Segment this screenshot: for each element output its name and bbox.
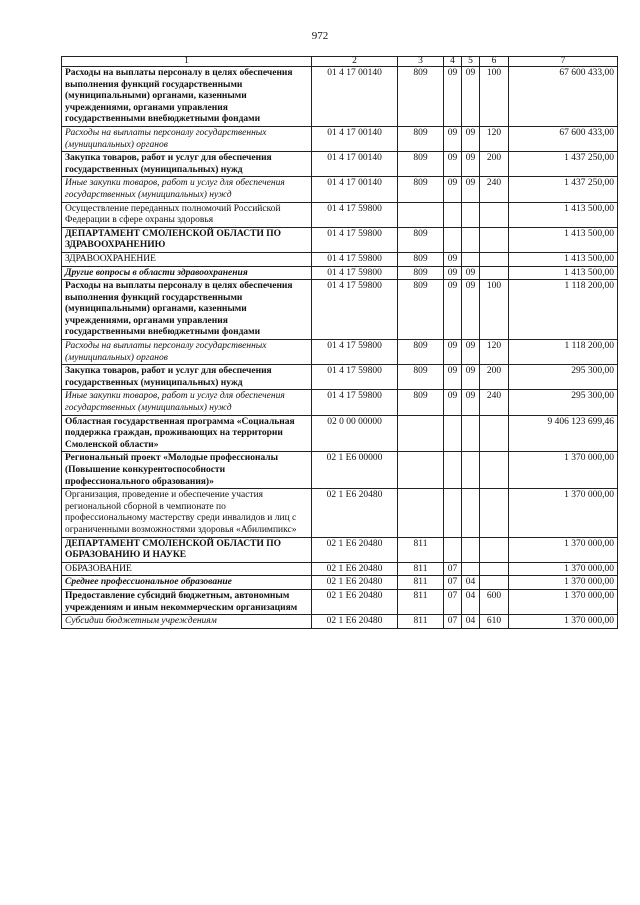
header-col-2: 2 xyxy=(312,57,398,67)
budget-table xyxy=(61,56,618,629)
section-code-cell xyxy=(444,537,462,562)
expense-type-code-cell xyxy=(480,537,509,562)
target-article-code-cell: 02 1 E6 20480 xyxy=(312,589,398,614)
amount-cell: 1 370 000,00 xyxy=(509,452,618,489)
amount-cell: 1 437 250,00 xyxy=(509,152,618,177)
target-article-code-cell: 02 1 E6 20480 xyxy=(312,615,398,629)
department-code-cell: 809 xyxy=(398,152,444,177)
table-row xyxy=(62,340,618,365)
expense-name-cell: Субсидии бюджетным учреждениям xyxy=(62,615,312,629)
department-code-cell: 809 xyxy=(398,280,444,340)
expense-name-cell: Другие вопросы в области здравоохранения xyxy=(62,266,312,280)
subsection-code-cell: 09 xyxy=(462,266,480,280)
table-row xyxy=(62,365,618,390)
department-code-cell: 811 xyxy=(398,537,444,562)
section-code-cell: 09 xyxy=(444,252,462,266)
amount-cell: 1 413 500,00 xyxy=(509,202,618,227)
subsection-code-cell xyxy=(462,562,480,576)
table-header-row xyxy=(62,57,618,67)
expense-name-cell: Закупка товаров, работ и услуг для обеспечения государственных (муниципальных) нужд xyxy=(62,152,312,177)
target-article-code-cell: 01 4 17 59800 xyxy=(312,365,398,390)
amount-cell: 67 600 433,00 xyxy=(509,126,618,151)
amount-cell: 1 370 000,00 xyxy=(509,615,618,629)
table-row xyxy=(62,576,618,590)
department-code-cell xyxy=(398,202,444,227)
expense-name-cell: Иные закупки товаров, работ и услуг для обеспечения государственных (муниципальных) нужд xyxy=(62,390,312,415)
table-row xyxy=(62,252,618,266)
expense-type-code-cell xyxy=(480,562,509,576)
expense-type-code-cell xyxy=(480,202,509,227)
amount-cell: 1 370 000,00 xyxy=(509,537,618,562)
subsection-code-cell: 09 xyxy=(462,390,480,415)
target-article-code-cell: 02 1 E6 00000 xyxy=(312,452,398,489)
subsection-code-cell: 09 xyxy=(462,126,480,151)
expense-type-code-cell: 100 xyxy=(480,280,509,340)
amount-cell: 1 370 000,00 xyxy=(509,589,618,614)
section-code-cell: 09 xyxy=(444,177,462,202)
section-code-cell: 07 xyxy=(444,615,462,629)
subsection-code-cell: 09 xyxy=(462,67,480,127)
subsection-code-cell: 09 xyxy=(462,177,480,202)
department-code-cell: 809 xyxy=(398,252,444,266)
table-row xyxy=(62,390,618,415)
section-code-cell: 07 xyxy=(444,589,462,614)
table-row xyxy=(62,67,618,127)
table-row xyxy=(62,589,618,614)
expense-name-cell: Осуществление переданных полномочий Российской Федерации в сфере охраны здоровья xyxy=(62,202,312,227)
amount-cell: 1 370 000,00 xyxy=(509,562,618,576)
subsection-code-cell xyxy=(462,415,480,452)
section-code-cell: 09 xyxy=(444,340,462,365)
subsection-code-cell xyxy=(462,202,480,227)
amount-cell: 1 413 500,00 xyxy=(509,266,618,280)
header-col-4: 4 xyxy=(444,57,462,67)
table-row xyxy=(62,227,618,252)
table-row xyxy=(62,266,618,280)
expense-name-cell: Расходы на выплаты персоналу в целях обеспечения выполнения функций государственными (муниципальными) органами, казенными учреждениями, органами управления государственными внебюджетными фондами xyxy=(62,280,312,340)
target-article-code-cell: 01 4 17 59800 xyxy=(312,390,398,415)
target-article-code-cell: 01 4 17 00140 xyxy=(312,67,398,127)
target-article-code-cell: 02 1 E6 20480 xyxy=(312,537,398,562)
department-code-cell: 811 xyxy=(398,589,444,614)
header-col-6: 6 xyxy=(480,57,509,67)
target-article-code-cell: 01 4 17 59800 xyxy=(312,202,398,227)
target-article-code-cell: 02 0 00 00000 xyxy=(312,415,398,452)
department-code-cell xyxy=(398,452,444,489)
section-code-cell: 09 xyxy=(444,390,462,415)
expense-name-cell: Предоставление субсидий бюджетным, автономным учреждениям и иным некоммерческим организациям xyxy=(62,589,312,614)
table-row xyxy=(62,280,618,340)
department-code-cell xyxy=(398,415,444,452)
expense-name-cell: ЗДРАВООХРАНЕНИЕ xyxy=(62,252,312,266)
target-article-code-cell: 02 1 E6 20480 xyxy=(312,489,398,537)
department-code-cell: 809 xyxy=(398,390,444,415)
amount-cell: 67 600 433,00 xyxy=(509,67,618,127)
expense-type-code-cell xyxy=(480,576,509,590)
table-row xyxy=(62,562,618,576)
expense-name-cell: Организация, проведение и обеспечение участия региональной сборной в чемпионате по профессиональному мастерству среди инвалидов и лиц с ограниченными возможностями здоровья «Абилимпикс» xyxy=(62,489,312,537)
subsection-code-cell: 09 xyxy=(462,152,480,177)
department-code-cell: 809 xyxy=(398,227,444,252)
table-row xyxy=(62,177,618,202)
expense-type-code-cell: 200 xyxy=(480,152,509,177)
subsection-code-cell xyxy=(462,252,480,266)
amount-cell: 1 370 000,00 xyxy=(509,489,618,537)
expense-name-cell: ДЕПАРТАМЕНТ СМОЛЕНСКОЙ ОБЛАСТИ ПО ЗДРАВООХРАНЕНИЮ xyxy=(62,227,312,252)
expense-type-code-cell xyxy=(480,415,509,452)
subsection-code-cell xyxy=(462,489,480,537)
department-code-cell: 811 xyxy=(398,562,444,576)
table-row xyxy=(62,415,618,452)
subsection-code-cell: 09 xyxy=(462,280,480,340)
section-code-cell xyxy=(444,202,462,227)
table-row xyxy=(62,452,618,489)
section-code-cell: 09 xyxy=(444,266,462,280)
header-col-7: 7 xyxy=(509,57,618,67)
target-article-code-cell: 01 4 17 59800 xyxy=(312,280,398,340)
subsection-code-cell xyxy=(462,452,480,489)
expense-type-code-cell: 240 xyxy=(480,177,509,202)
amount-cell: 1 118 200,00 xyxy=(509,280,618,340)
expense-name-cell: Расходы на выплаты персоналу в целях обеспечения выполнения функций государственными (муниципальными) органами, казенными учреждениями, органами управления государственными внебюджетными фондами xyxy=(62,67,312,127)
section-code-cell xyxy=(444,227,462,252)
amount-cell: 1 413 500,00 xyxy=(509,252,618,266)
subsection-code-cell: 09 xyxy=(462,340,480,365)
department-code-cell: 809 xyxy=(398,177,444,202)
table-row xyxy=(62,152,618,177)
target-article-code-cell: 01 4 17 59800 xyxy=(312,252,398,266)
subsection-code-cell xyxy=(462,227,480,252)
table-row xyxy=(62,126,618,151)
expense-type-code-cell xyxy=(480,227,509,252)
subsection-code-cell: 09 xyxy=(462,365,480,390)
department-code-cell xyxy=(398,489,444,537)
expense-type-code-cell xyxy=(480,252,509,266)
section-code-cell: 09 xyxy=(444,67,462,127)
expense-name-cell: ОБРАЗОВАНИЕ xyxy=(62,562,312,576)
department-code-cell: 809 xyxy=(398,67,444,127)
section-code-cell: 09 xyxy=(444,280,462,340)
expense-type-code-cell: 120 xyxy=(480,126,509,151)
table-row xyxy=(62,202,618,227)
header-col-1: 1 xyxy=(62,57,312,67)
section-code-cell: 09 xyxy=(444,365,462,390)
department-code-cell: 811 xyxy=(398,615,444,629)
expense-name-cell: Областная государственная программа «Социальная поддержка граждан, проживающих на территории Смоленской области» xyxy=(62,415,312,452)
section-code-cell: 09 xyxy=(444,126,462,151)
subsection-code-cell: 04 xyxy=(462,589,480,614)
section-code-cell xyxy=(444,489,462,537)
expense-type-code-cell: 200 xyxy=(480,365,509,390)
subsection-code-cell: 04 xyxy=(462,615,480,629)
target-article-code-cell: 01 4 17 00140 xyxy=(312,152,398,177)
section-code-cell: 07 xyxy=(444,562,462,576)
expense-name-cell: Расходы на выплаты персоналу государственных (муниципальных) органов xyxy=(62,126,312,151)
target-article-code-cell: 02 1 E6 20480 xyxy=(312,562,398,576)
amount-cell: 1 413 500,00 xyxy=(509,227,618,252)
section-code-cell: 09 xyxy=(444,152,462,177)
section-code-cell xyxy=(444,452,462,489)
department-code-cell: 809 xyxy=(398,365,444,390)
amount-cell: 1 118 200,00 xyxy=(509,340,618,365)
section-code-cell xyxy=(444,415,462,452)
amount-cell: 1 370 000,00 xyxy=(509,576,618,590)
target-article-code-cell: 01 4 17 59800 xyxy=(312,227,398,252)
amount-cell: 1 437 250,00 xyxy=(509,177,618,202)
expense-name-cell: Закупка товаров, работ и услуг для обеспечения государственных (муниципальных) нужд xyxy=(62,365,312,390)
department-code-cell: 811 xyxy=(398,576,444,590)
expense-name-cell: ДЕПАРТАМЕНТ СМОЛЕНСКОЙ ОБЛАСТИ ПО ОБРАЗОВАНИЮ И НАУКЕ xyxy=(62,537,312,562)
table-row xyxy=(62,615,618,629)
expense-type-code-cell: 610 xyxy=(480,615,509,629)
subsection-code-cell: 04 xyxy=(462,576,480,590)
target-article-code-cell: 01 4 17 59800 xyxy=(312,340,398,365)
expense-type-code-cell: 100 xyxy=(480,67,509,127)
section-code-cell: 07 xyxy=(444,576,462,590)
target-article-code-cell: 01 4 17 59800 xyxy=(312,266,398,280)
amount-cell: 9 406 123 699,46 xyxy=(509,415,618,452)
amount-cell: 295 300,00 xyxy=(509,390,618,415)
expense-type-code-cell: 120 xyxy=(480,340,509,365)
target-article-code-cell: 02 1 E6 20480 xyxy=(312,576,398,590)
department-code-cell: 809 xyxy=(398,266,444,280)
amount-cell: 295 300,00 xyxy=(509,365,618,390)
table-row xyxy=(62,489,618,537)
expense-type-code-cell xyxy=(480,489,509,537)
target-article-code-cell: 01 4 17 00140 xyxy=(312,126,398,151)
expense-type-code-cell xyxy=(480,266,509,280)
expense-type-code-cell: 240 xyxy=(480,390,509,415)
department-code-cell: 809 xyxy=(398,340,444,365)
expense-type-code-cell: 600 xyxy=(480,589,509,614)
expense-type-code-cell xyxy=(480,452,509,489)
target-article-code-cell: 01 4 17 00140 xyxy=(312,177,398,202)
table-row xyxy=(62,537,618,562)
department-code-cell: 809 xyxy=(398,126,444,151)
header-col-5: 5 xyxy=(462,57,480,67)
header-col-3: 3 xyxy=(398,57,444,67)
expense-name-cell: Иные закупки товаров, работ и услуг для обеспечения государственных (муниципальных) нужд xyxy=(62,177,312,202)
page-number: 972 xyxy=(311,30,329,42)
subsection-code-cell xyxy=(462,537,480,562)
expense-name-cell: Среднее профессиональное образование xyxy=(62,576,312,590)
expense-name-cell: Региональный проект «Молодые профессионалы (Повышение конкурентоспособности профессионального образования)» xyxy=(62,452,312,489)
expense-name-cell: Расходы на выплаты персоналу государственных (муниципальных) органов xyxy=(62,340,312,365)
